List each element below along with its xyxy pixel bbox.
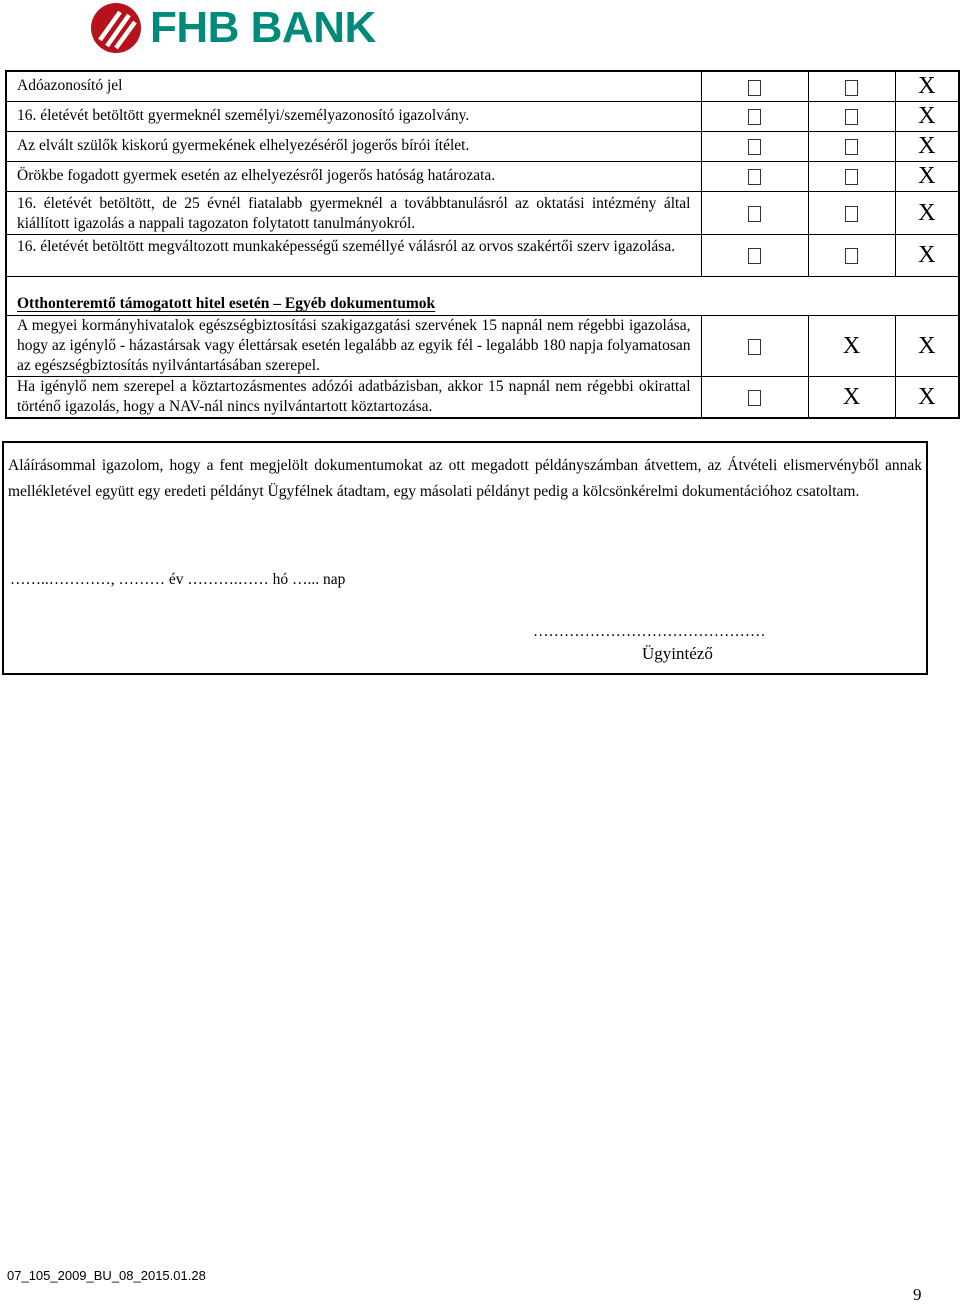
checkbox-empty-icon bbox=[845, 80, 858, 96]
checkbox-cell bbox=[895, 71, 959, 101]
checkbox-empty-icon bbox=[748, 139, 761, 155]
checkbox-empty-icon bbox=[845, 248, 858, 264]
date-line: ……..…………, ……… év ……….…… hó …... nap bbox=[10, 571, 346, 588]
checkbox-empty-icon bbox=[748, 339, 761, 355]
checkbox-cell bbox=[808, 101, 895, 131]
checkbox-cell bbox=[808, 161, 895, 191]
section-title: Otthonteremtő támogatott hitel esetén – Egyéb dokumentumok bbox=[17, 295, 436, 312]
checkbox-cell bbox=[808, 376, 895, 418]
row-label: 16. életévét betöltött megváltozott munkaképességű személlyé válásról az orvos szakértői szerv igazolása. bbox=[6, 234, 701, 276]
table-row bbox=[6, 161, 959, 191]
table-row bbox=[6, 101, 959, 131]
x-mark: X bbox=[842, 332, 861, 359]
x-mark: X bbox=[918, 133, 936, 159]
checkbox-cell bbox=[895, 101, 959, 131]
checkbox-cell bbox=[808, 191, 895, 234]
document-checklist-table bbox=[5, 70, 960, 419]
row-label: A megyei kormányhivatalok egészségbiztosítási szakigazgatási szervének 15 napnál nem régebbi igazolása, hogy az igénylő - házastársak vagy élettársak esetén legalább az egyik fél - legalább 180 napja folyamatosan az egészségbiztosítás nyilvántartásában szerepel. bbox=[6, 315, 701, 376]
table-row bbox=[6, 131, 959, 161]
checkbox-cell bbox=[895, 161, 959, 191]
checkbox-cell bbox=[701, 101, 808, 131]
checkbox-cell bbox=[895, 191, 959, 234]
fhb-logo-mark-icon bbox=[90, 2, 142, 54]
table-row bbox=[6, 376, 959, 418]
checkbox-cell bbox=[701, 71, 808, 101]
signature-line: ……………………………………… bbox=[533, 623, 766, 640]
checkbox-cell bbox=[701, 161, 808, 191]
row-label: 16. életévét betöltött, de 25 évnél fiatalabb gyermeknél a továbbtanulásról az oktatási intézmény által kiállított igazolás a nappali tagozaton folytatott tanulmányokról. bbox=[6, 191, 701, 234]
checkbox-cell bbox=[895, 315, 959, 376]
signature-box bbox=[2, 441, 928, 675]
row-label: Ha igénylő nem szerepel a köztartozásmentes adózói adatbázisban, akkor 15 napnál nem régebbi okirattal történő igazolás, hogy a NAV-nál nincs nyilvántartott köztartozása. bbox=[6, 376, 701, 418]
checkbox-cell bbox=[895, 376, 959, 418]
checkbox-cell bbox=[701, 234, 808, 276]
table-row bbox=[6, 234, 959, 276]
checkbox-cell bbox=[895, 234, 959, 276]
checkbox-cell bbox=[701, 315, 808, 376]
signature-statement: Aláírásommal igazolom, hogy a fent megjelölt dokumentumokat az ott megadott példányszámban átvettem, az Átvételi elismervényből annak mellékletével együtt egy eredeti példányt Ügyfélnek átadtam, egy másolati példányt pedig a kölcsönkérelmi dokumentációhoz csatoltam. bbox=[8, 457, 922, 500]
checkbox-cell bbox=[808, 234, 895, 276]
x-mark: X bbox=[918, 73, 936, 100]
checkbox-cell bbox=[701, 131, 808, 161]
section-spacer-row bbox=[6, 276, 959, 294]
brand-name: FHB BANK bbox=[150, 3, 376, 52]
checkbox-empty-icon bbox=[845, 139, 858, 155]
checkbox-empty-icon bbox=[845, 109, 858, 125]
row-label: Adóazonosító jel bbox=[6, 71, 701, 101]
table-row bbox=[6, 71, 959, 101]
checkbox-empty-icon bbox=[748, 109, 761, 125]
row-label: 16. életévét betöltött gyermeknél személyi/személyazonosító igazolvány. bbox=[6, 101, 701, 131]
table-row bbox=[6, 191, 959, 234]
x-mark: X bbox=[842, 383, 861, 410]
document-code: 07_105_2009_BU_08_2015.01.28 bbox=[7, 1268, 206, 1283]
x-mark: X bbox=[918, 383, 936, 410]
checkbox-cell bbox=[808, 71, 895, 101]
checkbox-empty-icon bbox=[748, 169, 761, 185]
row-label: Örökbe fogadott gyermek esetén az elhelyezésről jogerős hatóság határozata. bbox=[6, 161, 701, 191]
page-number: 9 bbox=[913, 1285, 922, 1304]
fhb-bank-logo bbox=[90, 2, 376, 54]
checkbox-cell bbox=[808, 315, 895, 376]
signer-role: Ügyintéző bbox=[642, 644, 713, 663]
checkbox-empty-icon bbox=[845, 206, 858, 222]
section-title-row bbox=[6, 294, 959, 315]
table-row bbox=[6, 315, 959, 376]
x-mark: X bbox=[918, 103, 936, 129]
x-mark: X bbox=[918, 332, 936, 359]
checkbox-empty-icon bbox=[748, 206, 761, 222]
checkbox-empty-icon bbox=[845, 169, 858, 185]
checkbox-cell bbox=[701, 191, 808, 234]
x-mark: X bbox=[918, 199, 936, 226]
checkbox-empty-icon bbox=[748, 248, 761, 264]
checkbox-empty-icon bbox=[748, 80, 761, 96]
checkbox-cell bbox=[701, 376, 808, 418]
checkbox-cell bbox=[808, 131, 895, 161]
row-label: Az elvált szülők kiskorú gyermekének elhelyezéséről jogerős bírói ítélet. bbox=[6, 131, 701, 161]
x-mark: X bbox=[918, 242, 936, 268]
checkbox-cell bbox=[895, 131, 959, 161]
x-mark: X bbox=[918, 163, 936, 189]
checkbox-empty-icon bbox=[748, 390, 761, 406]
